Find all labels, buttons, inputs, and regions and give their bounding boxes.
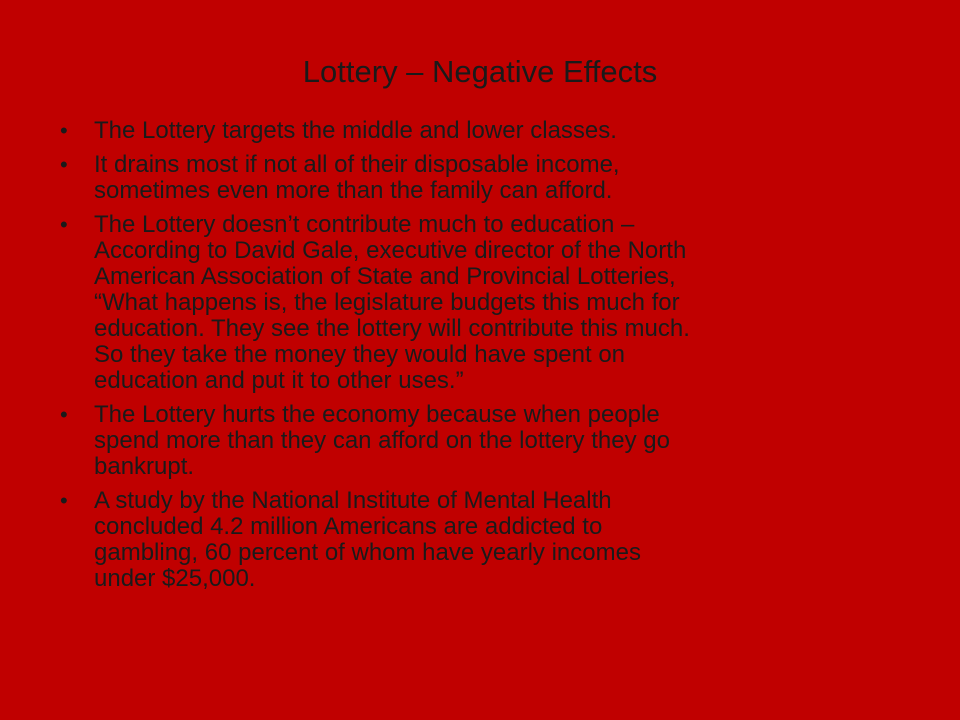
bullet-text: A study by the National Institute of Mental Health concluded 4.2 million Americans are addicted to gambling, 60 percent of whom have yearly incomes under $25,000. [94, 487, 641, 592]
list-item [60, 118, 920, 144]
bullet-icon: • [60, 212, 68, 237]
list-item [60, 402, 920, 480]
bullet-icon: • [60, 118, 68, 143]
bullet-text: The Lottery targets the middle and lower classes. [94, 117, 617, 144]
list-item [60, 152, 920, 204]
bullet-text: It drains most if not all of their disposable income, sometimes even more than the family can afford. [94, 151, 620, 204]
bullet-text: The Lottery doesn’t contribute much to education – According to David Gale, executive director of the North American Association of State and Provincial Lotteries, “What happens is, the legislature budgets this much for education. They see the lottery will contribute this much. So they take the money they would have spent on education and put it to other uses.” [94, 211, 690, 394]
bullet-list [60, 118, 920, 600]
list-item [60, 212, 920, 394]
bullet-text: The Lottery hurts the economy because when people spend more than they can afford on the lottery they go bankrupt. [94, 401, 670, 480]
bullet-icon: • [60, 152, 68, 177]
bullet-icon: • [60, 488, 68, 513]
bullet-icon: • [60, 402, 68, 427]
slide-title: Lottery – Negative Effects [302, 54, 658, 89]
list-item [60, 488, 920, 592]
